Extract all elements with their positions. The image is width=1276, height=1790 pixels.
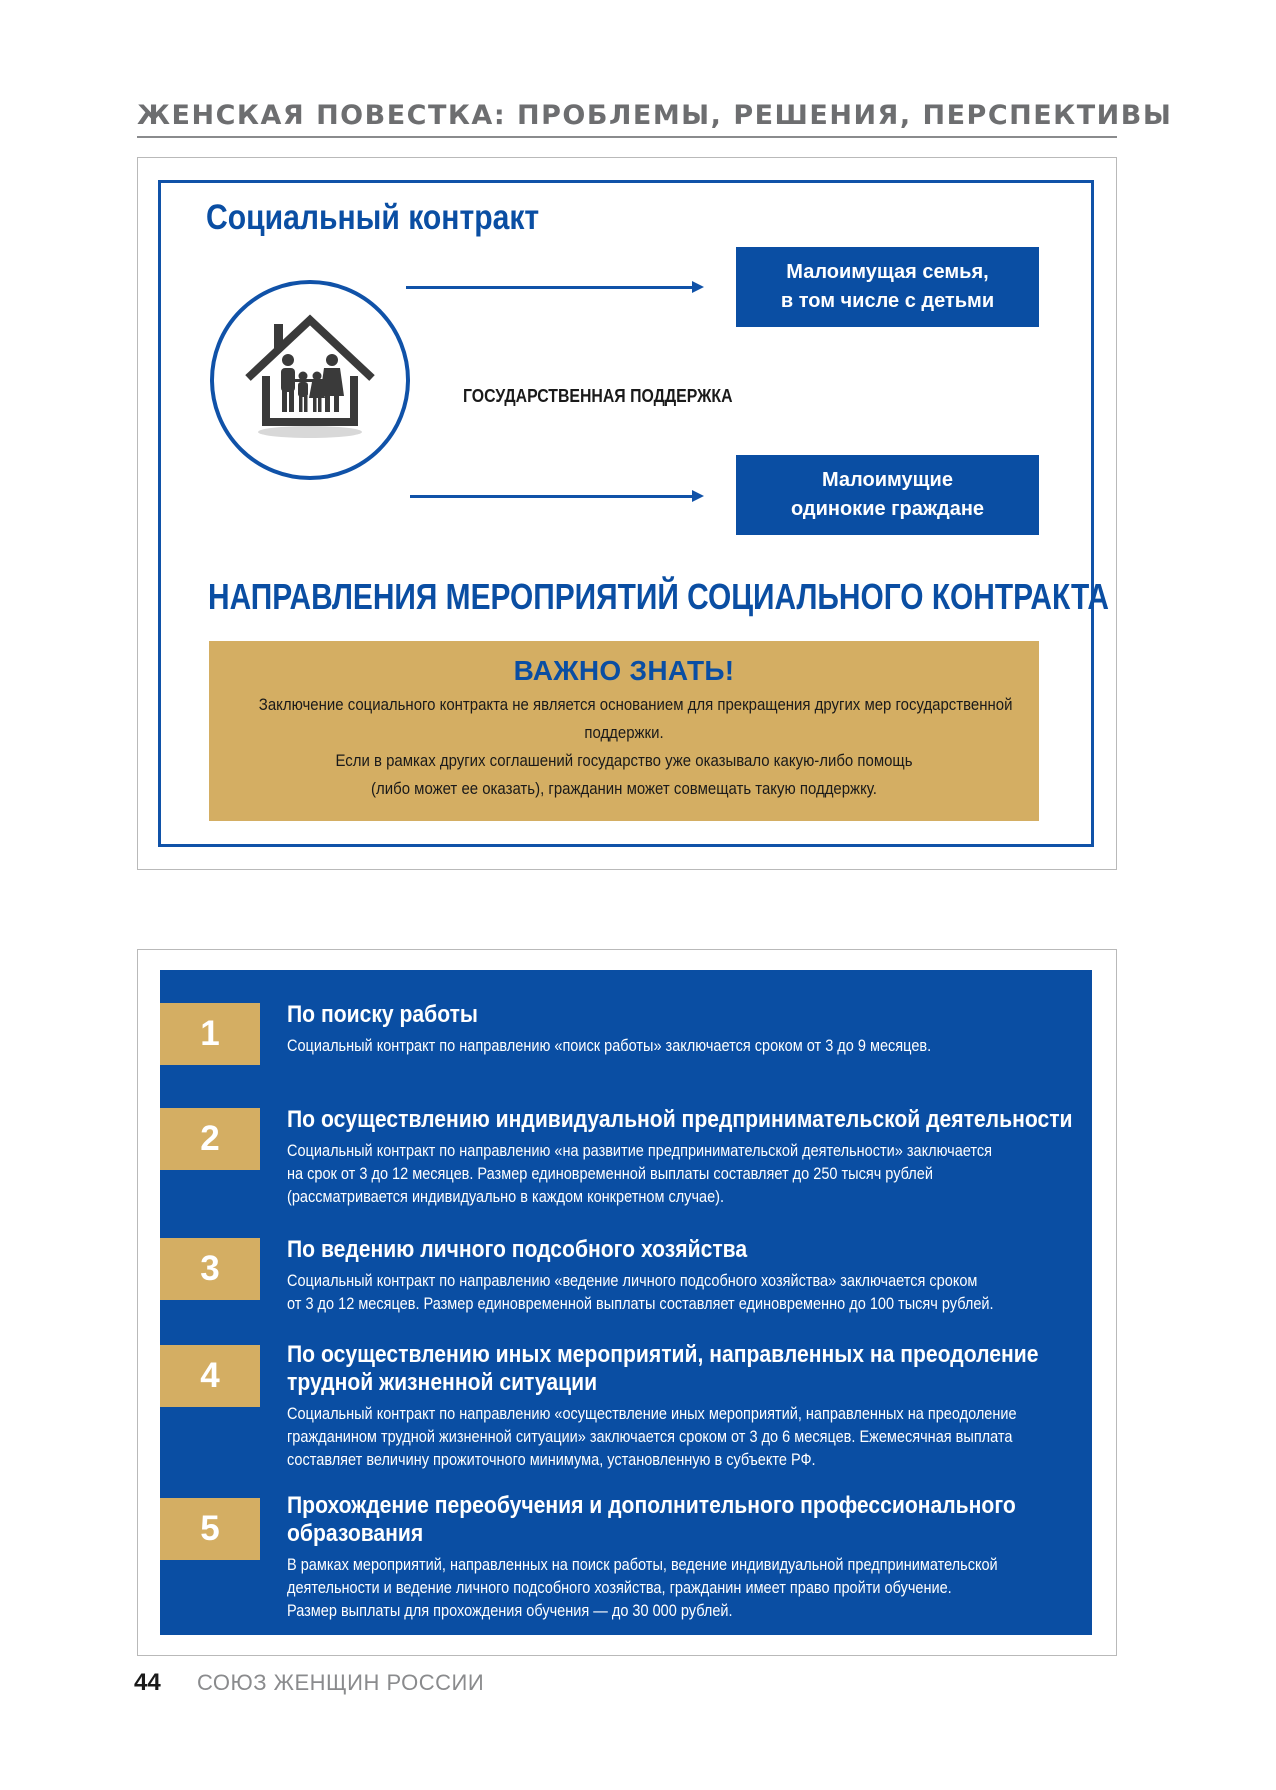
target-label-line: Малоимущие	[822, 469, 953, 491]
direction-title: Прохождение переобучения и дополнительного профессионального	[287, 1492, 1016, 1519]
target-label-line: Малоимущая семья,	[786, 261, 989, 283]
page-number: 44	[134, 1669, 161, 1696]
direction-description: от 3 до 12 месяцев. Размер единовременной выплаты составляет единовременно до 100 тысяч рублей.	[287, 1295, 994, 1313]
direction-number-badge: 5	[160, 1498, 260, 1560]
directions-title: НАПРАВЛЕНИЯ МЕРОПРИЯТИЙ СОЦИАЛЬНОГО КОНТРАКТА	[208, 576, 1109, 617]
direction-title: По осуществлению индивидуальной предпринимательской деятельности	[287, 1106, 1073, 1133]
important-notice-line: Если в рамках других соглашений государство уже оказывало какую-либо помощь	[335, 751, 913, 770]
direction-number-badge: 4	[160, 1345, 260, 1407]
publisher-name: СОЮЗ ЖЕНЩИН РОССИИ	[197, 1670, 485, 1695]
direction-description: Размер выплаты для прохождения обучения — до 30 000 рублей.	[287, 1602, 733, 1620]
direction-description: Социальный контракт по направлению «на развитие предпринимательской деятельности» заключается	[287, 1142, 993, 1160]
target-low-income-single	[736, 455, 1039, 535]
direction-description: гражданином трудной жизненной ситуации» заключается сроком от 3 до 6 месяцев. Ежемесячная выплата	[287, 1428, 1013, 1446]
direction-description: (рассматривается индивидуально в каждом конкретном случае).	[287, 1188, 725, 1206]
target-label-line: в том числе с детьми	[780, 290, 995, 312]
important-notice-line: поддержки.	[584, 723, 664, 742]
direction-description: Социальный контракт по направлению «ведение личного подсобного хозяйства» заключается сроком	[287, 1272, 978, 1290]
header-divider	[137, 136, 1117, 138]
direction-number-badge: 1	[160, 1003, 260, 1065]
page-header-title: ЖЕНСКАЯ ПОВЕСТКА: ПРОБЛЕМЫ, РЕШЕНИЯ, ПЕРСПЕКТИВЫ	[137, 100, 1173, 131]
family-house-icon	[210, 280, 410, 480]
important-notice-line: Заключение социального контракта не является основанием для прекращения других мер государственной	[258, 695, 1013, 714]
direction-description: на срок от 3 до 12 месяцев. Размер единовременной выплаты составляет до 250 тысяч рублей	[287, 1165, 933, 1183]
direction-description: Социальный контракт по направлению «осуществление иных мероприятий, направленных на преодоление	[287, 1405, 1017, 1423]
arrow-to-family	[406, 286, 696, 289]
social-contract-title: Социальный контракт	[206, 198, 540, 237]
direction-description: деятельности и ведение личного подсобного хозяйства, гражданин имеет право пройти обучение.	[287, 1579, 952, 1597]
arrow-to-single-citizens	[410, 495, 696, 498]
direction-title: По осуществлению иных мероприятий, направленных на преодоление	[287, 1341, 1039, 1368]
important-notice	[209, 641, 1039, 821]
direction-description: В рамках мероприятий, направленных на поиск работы, ведение индивидуальной предпринимательской	[287, 1556, 998, 1574]
target-label-line: одинокие граждане	[790, 498, 985, 520]
direction-description: Социальный контракт по направлению «поиск работы» заключается сроком от 3 до 9 месяцев.	[287, 1037, 932, 1055]
direction-title: По ведению личного подсобного хозяйства	[287, 1236, 748, 1263]
important-notice-title: ВАЖНО ЗНАТЬ!	[513, 655, 735, 686]
direction-title: трудной жизненной ситуации	[287, 1369, 598, 1396]
target-low-income-family	[736, 247, 1039, 327]
direction-description: составляет величину прожиточного минимума, установленную в субъекте РФ.	[287, 1451, 816, 1469]
direction-number-badge: 2	[160, 1108, 260, 1170]
direction-title: По поиску работы	[287, 1001, 478, 1028]
direction-number-badge: 3	[160, 1238, 260, 1300]
state-support-label: ГОСУДАРСТВЕННАЯ ПОДДЕРЖКА	[463, 386, 733, 406]
direction-title: образования	[287, 1520, 424, 1547]
important-notice-line: (либо может ее оказать), гражданин может совмещать такую поддержку.	[371, 779, 877, 798]
